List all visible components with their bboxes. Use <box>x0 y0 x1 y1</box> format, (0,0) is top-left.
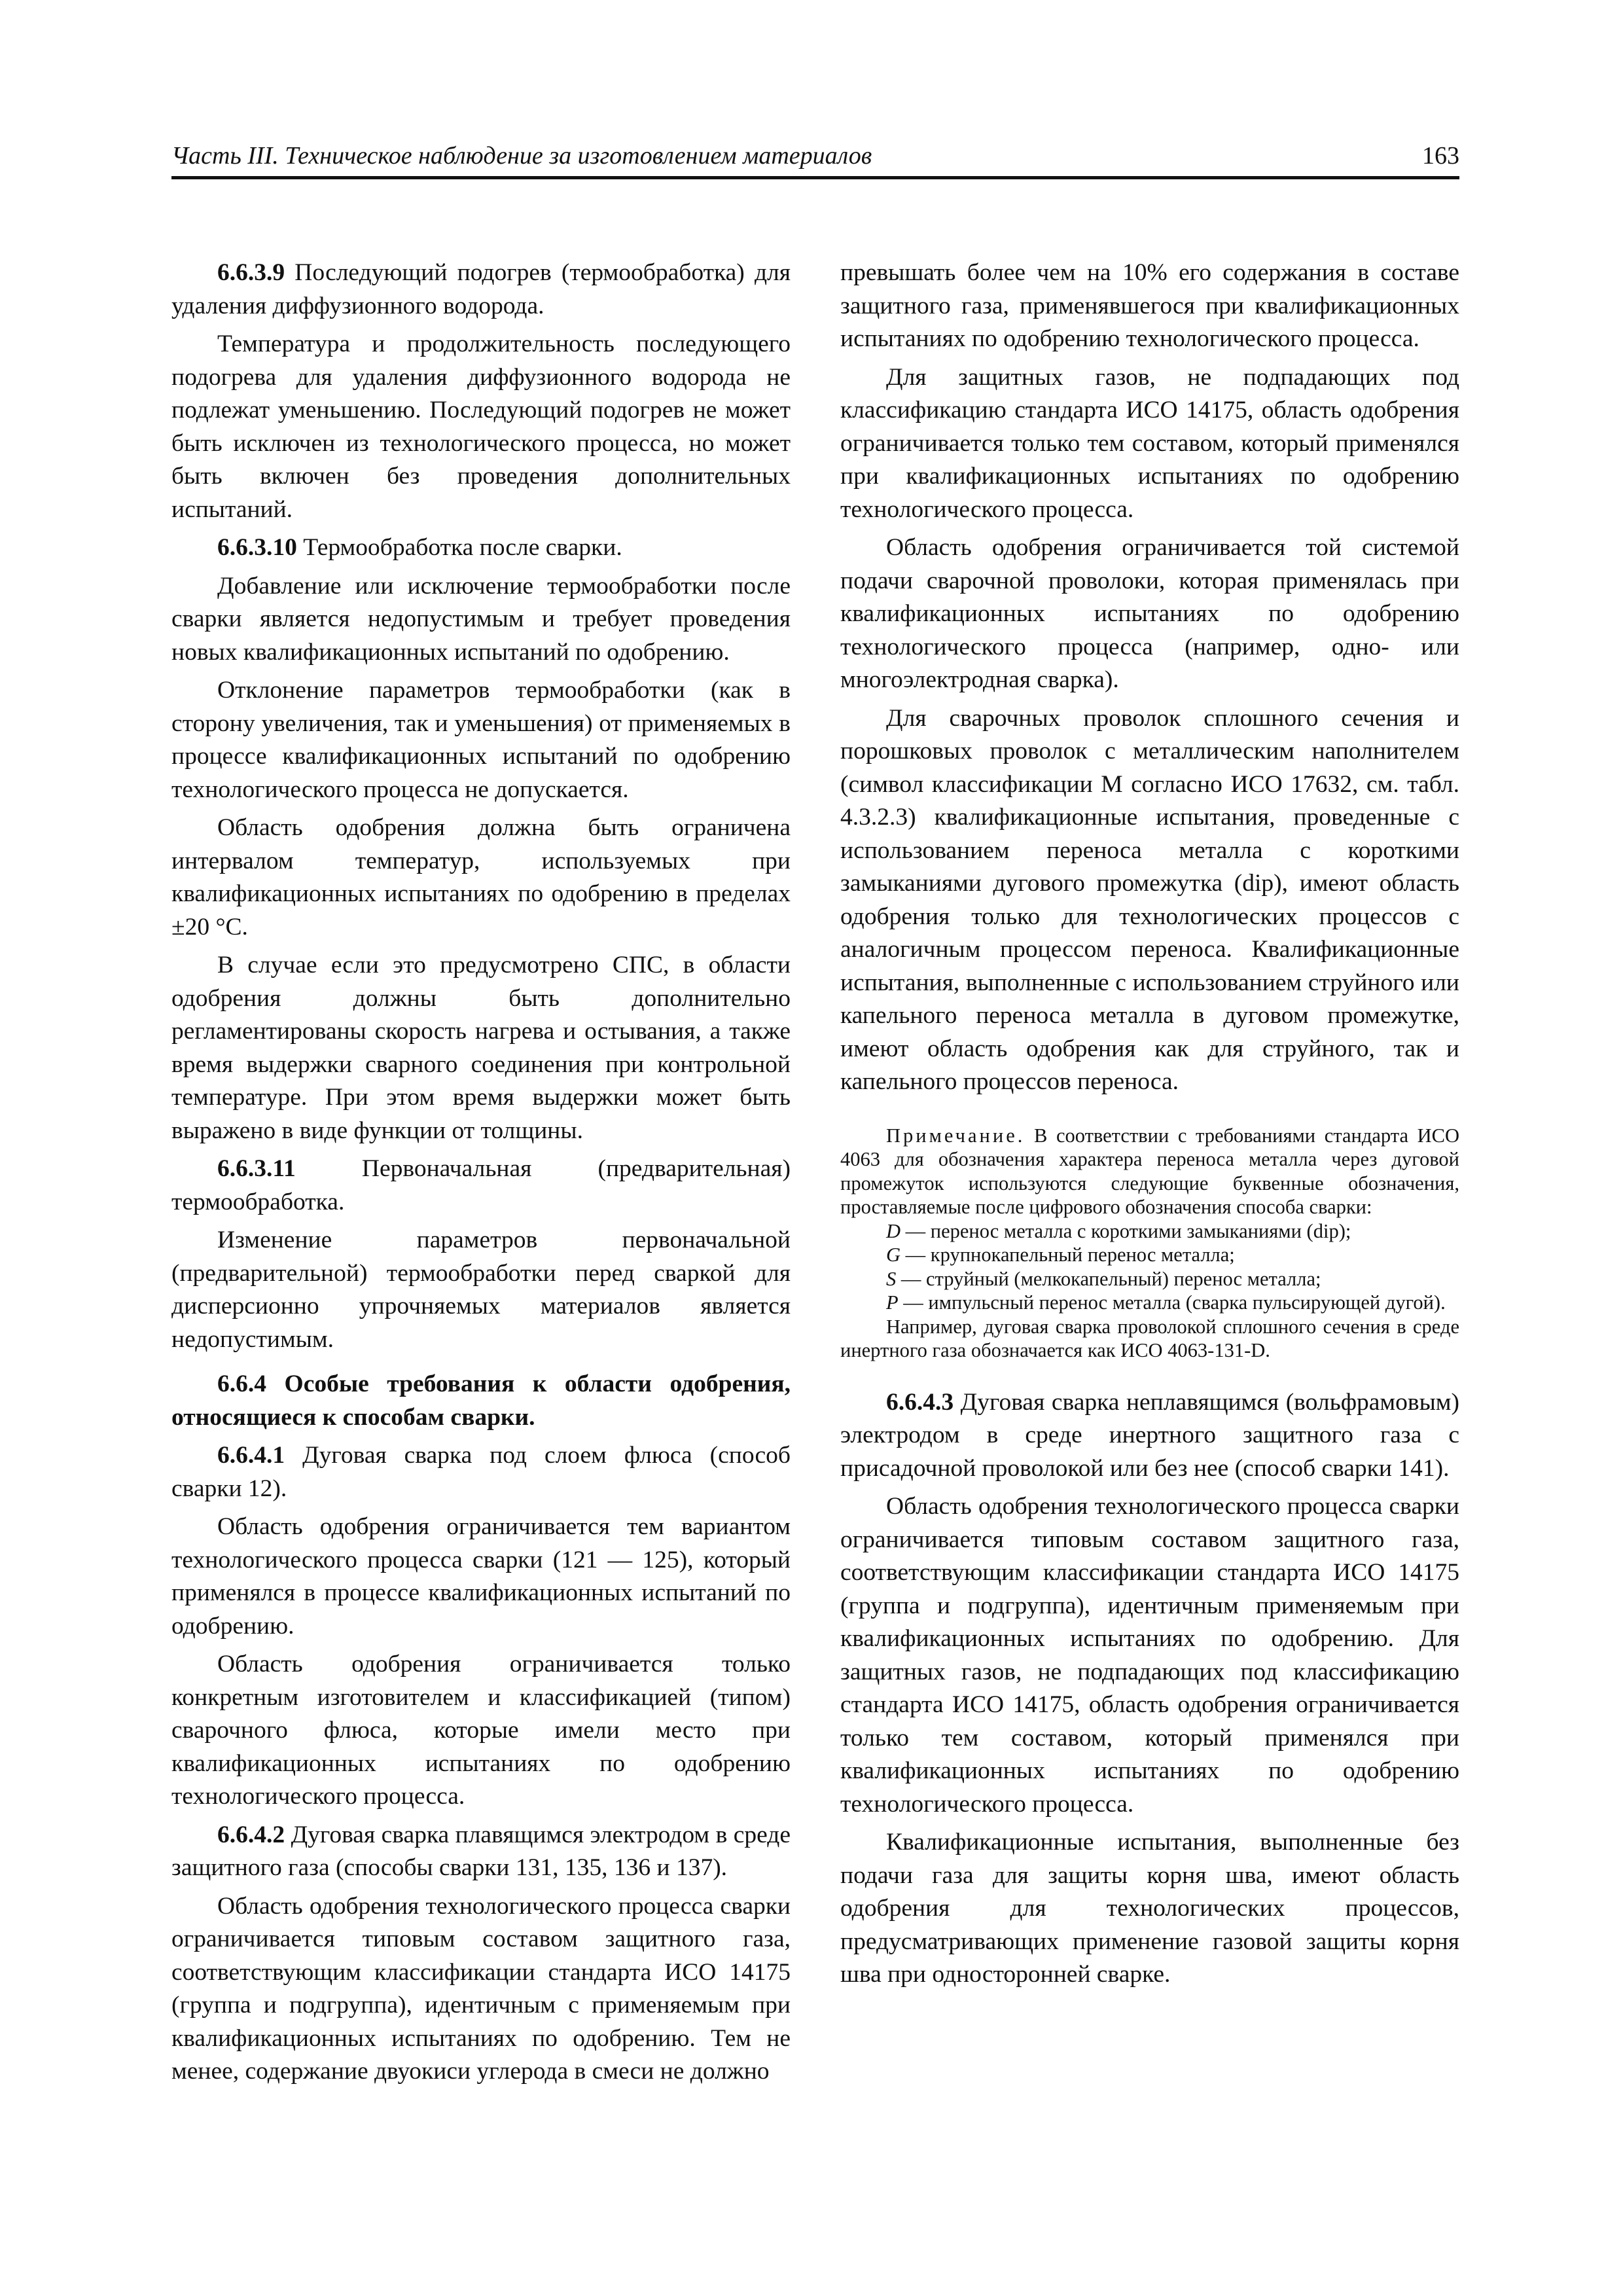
clause-title: Дуговая сварка неплавящимся (вольфрамовым) электродом в среде инертного защитного газа с присадочной проволокой или без нее (способ сварки 141). <box>840 1388 1459 1482</box>
note-item-text: — крупнокапельный перенос металла; <box>901 1244 1235 1266</box>
note-letter: G <box>886 1244 901 1266</box>
paragraph: Область одобрения ограничивается той системой подачи сварочной проволоки, которая применялась при квалификационных испытаниях по одобрению технологического процесса (например, одно- или многоэлектродная сварка). <box>840 534 1459 693</box>
paragraph-6-6-4-2 <box>171 1819 791 1885</box>
page-number: 163 <box>1422 142 1459 170</box>
paragraph: Область одобрения ограничивается только конкретным изготовителем и классификацией (типом) сварочного флюса, которые имели место при квалификационных испытаниях по одобрению технологического процесса. <box>171 1651 791 1810</box>
running-header <box>171 143 1459 175</box>
running-header-title: Часть III. Техническое наблюдение за изготовлением материалов <box>171 142 872 170</box>
clause-title: Термообработка после сварки. <box>296 534 622 561</box>
paragraph: Добавление или исключение термообработки после сварки является недопустимым и требует проведения новых квалификационных испытаний по одобрению. <box>171 572 791 666</box>
clause-number: 6.6.3.9 <box>217 259 285 286</box>
paragraph: Изменение параметров первоначальной (предварительной) термообработки перед сваркой для дисперсионно упрочняемых материалов является недопустимым. <box>171 1227 791 1353</box>
paragraph-continued: превышать более чем на 10% его содержания в составе защитного газа, применявшегося при квалификационных испытаниях по одобрению технологического процесса. <box>840 259 1459 352</box>
header-rule <box>171 176 1459 179</box>
paragraph: Отклонение параметров термообработки (как в сторону увеличения, так и уменьшения) от применяемых в процессе квалификационных испытаний по одобрению технологического процесса не допускается. <box>171 677 791 803</box>
paragraph: В случае если это предусмотрено СПС, в области одобрения должны быть дополнительно регламентированы скорость нагрева и остывания, а также время выдержки сварного соединения при контрольной температуре. При этом время выдержки может быть выражено в виде функции от толщины. <box>171 952 791 1144</box>
paragraph-6-6-4 <box>171 1368 791 1434</box>
note-item <box>840 1291 1459 1315</box>
note-item <box>840 1219 1459 1244</box>
paragraph-6-6-4-1 <box>171 1439 791 1505</box>
clause-title: Дуговая сварка под слоем флюса (способ сварки 12). <box>171 1442 791 1502</box>
note-item <box>840 1243 1459 1267</box>
clause-number: 6.6.4.2 <box>217 1821 285 1848</box>
clause-title: Первоначальная (предварительная) термообработка. <box>171 1155 791 1215</box>
right-column <box>840 257 1459 1992</box>
note-letter: S <box>886 1267 897 1290</box>
clause-number: 6.6.3.10 <box>217 534 297 561</box>
clause-title: Особые требования к области одобрения, относящиеся к способам сварки. <box>171 1371 791 1431</box>
paragraph-6-6-3-9 <box>171 257 791 323</box>
paragraph: Квалификационные испытания, выполненные без подачи газа для защиты корня шва, имеют область одобрения для технологических процессов, предусматривающих применение газовой защиты корня шва при односторонней сварке. <box>840 1829 1459 1988</box>
clause-number: 6.6.4.1 <box>217 1442 285 1469</box>
paragraph: Температура и продолжительность последующего подогрева для удаления диффузионного водорода не подлежат уменьшению. Последующий подогрев не может быть исключен из технологического процесса, но может быть включен без проведения дополнительных испытаний. <box>171 331 791 523</box>
clause-number: 6.6.4.3 <box>886 1388 954 1416</box>
note-example: Например, дуговая сварка проволокой сплошного сечения в среде инертного газа обозначается как ИСО 4063-131-D. <box>840 1315 1459 1361</box>
left-column <box>171 257 791 2089</box>
note-text: В соответствии с требованиями стандарта ИСО 4063 для обозначения характера переноса металла через дуговой промежуток используются следующие буквенные обозначения, проставляемые после цифрового обозначения способа сварки: <box>840 1124 1459 1218</box>
paragraph-6-6-4-3 <box>840 1386 1459 1486</box>
paragraph: Область одобрения технологического процесса сварки ограничивается типовым составом защитного газа, соответствующим классификации стандарта ИСО 14175 (группа и подгруппа), идентичным с применяемым при квалификационных испытаниях по одобрению. Тем не менее, содержание двуокиси углерода в смеси не должно <box>171 1892 791 2085</box>
paragraph: Область одобрения должна быть ограничена интервалом температур, используемых при квалификационных испытаниях по одобрению в пределах ±20 °C. <box>171 814 791 941</box>
clause-title: Дуговая сварка плавящимся электродом в среде защитного газа (способы сварки 131, 135, 136 и 137). <box>171 1821 791 1881</box>
clause-number: 6.6.4 <box>217 1371 266 1397</box>
note-item-text: — перенос металла с короткими замыканиями (dip); <box>901 1219 1351 1242</box>
note-item <box>840 1267 1459 1291</box>
note-letter: D <box>886 1219 901 1242</box>
note-item-text: — импульсный перенос металла (сварка пульсирующей дугой). <box>898 1291 1446 1314</box>
note-block <box>840 1124 1459 1363</box>
paragraph-6-6-3-11 <box>171 1153 791 1219</box>
paragraph: Для защитных газов, не подпадающих под классификацию стандарта ИСО 14175, область одобрения ограничивается только тем составом, который применялся при квалификационных испытаниях по одобрению технологического процесса. <box>840 363 1459 523</box>
clause-number: 6.6.3.11 <box>217 1155 296 1182</box>
clause-title: Последующий подогрев (термообработка) для удаления диффузионного водорода. <box>171 259 791 319</box>
note-item-text: — струйный (мелкокапельный) перенос металла; <box>896 1267 1321 1290</box>
note-label: Примечание. <box>886 1124 1026 1147</box>
paragraph: Область одобрения ограничивается тем вариантом технологического процесса сварки (121 — 125), который применялся в процессе квалификационных испытаний по одобрению. <box>171 1513 791 1640</box>
paragraph: Для сварочных проволок сплошного сечения и порошковых проволок с металлическим наполнителем (символ классификации М согласно ИСО 17632, см. табл. 4.3.2.3) квалификационные испытания, проведенные с использованием переноса металла с короткими замыканиями дугового промежутка (dip), имеют область одобрения только для технологических процессов с аналогичным процессом переноса. Квалификационные испытания, выполненные с использованием струйного или капельного переноса металла в дуговом промежутке, имеют область одобрения как для струйного, так и капельного процессов переноса. <box>840 704 1459 1095</box>
note-intro <box>840 1124 1459 1219</box>
paragraph-6-6-3-10 <box>171 531 791 565</box>
note-letter: P <box>886 1291 899 1314</box>
paragraph: Область одобрения технологического процесса сварки ограничивается типовым составом защитного газа, соответствующим классификации стандарта ИСО 14175 (группа и подгруппа), идентичным применяемым при квалификационных испытаниях по одобрению. Для защитных газов, не подпадающих под классификацию стандарта ИСО 14175, область одобрения ограничивается только тем составом, который применялся при квалификационных испытаниях по одобрению технологического процесса. <box>840 1493 1459 1818</box>
